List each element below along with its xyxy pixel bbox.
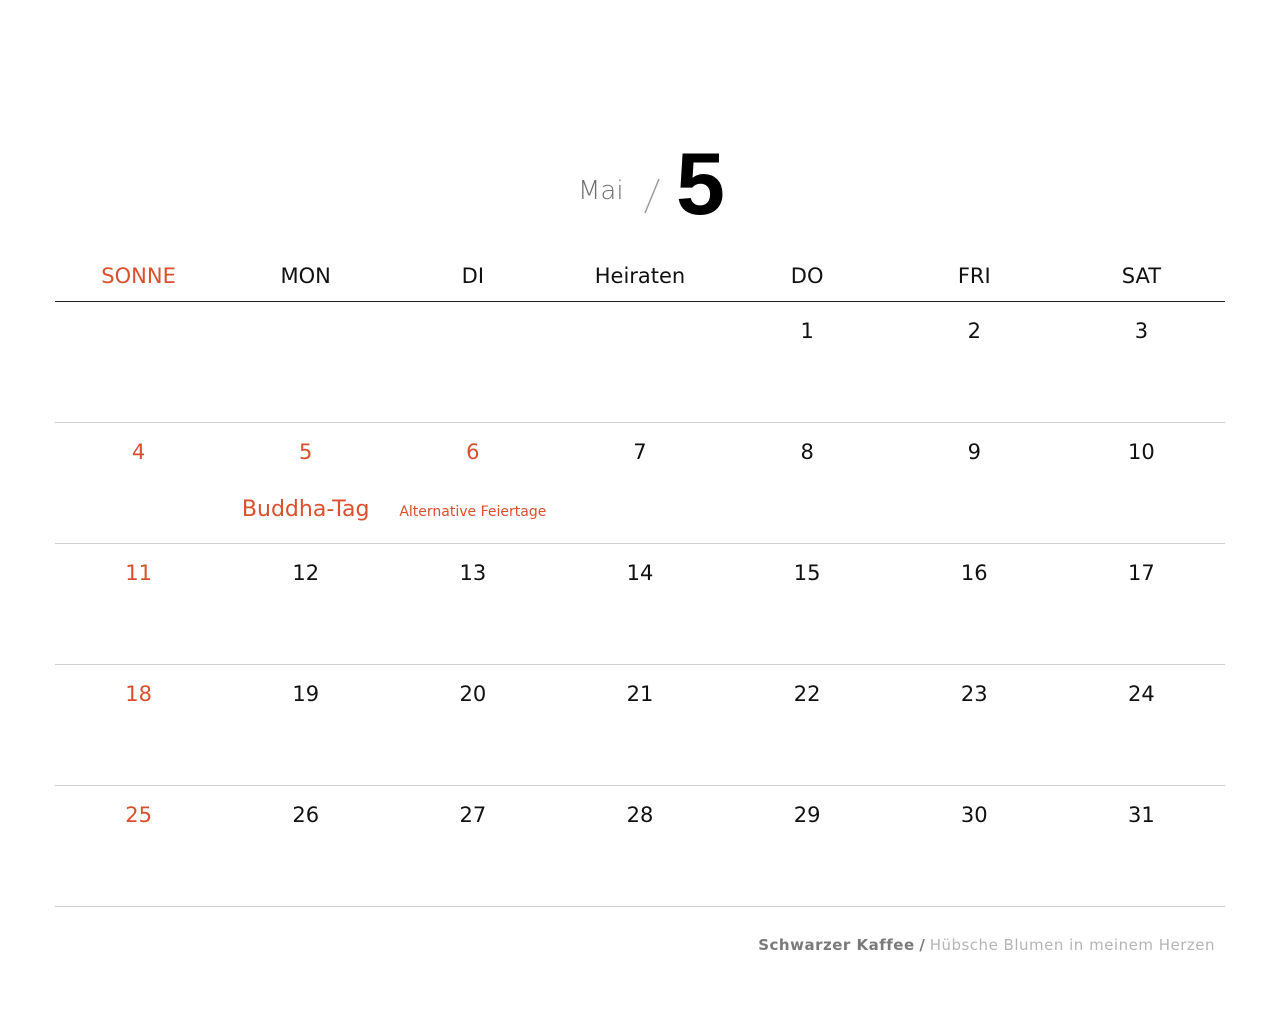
day-cell[interactable]	[891, 665, 1058, 785]
calendar-grid	[55, 302, 1225, 907]
day-cell[interactable]	[556, 423, 723, 543]
day-number: 4	[131, 440, 146, 464]
holiday-label: Alternative Feiertage	[399, 504, 547, 520]
day-number: 18	[125, 682, 152, 706]
day-cell[interactable]	[724, 786, 891, 906]
day-number: 15	[793, 561, 821, 585]
day-number: 26	[292, 803, 320, 827]
footer	[758, 936, 1215, 954]
weekday-wednesday: Heiraten	[594, 264, 686, 288]
day-number: 24	[1128, 682, 1155, 706]
day-number: 30	[960, 803, 988, 827]
day-cell[interactable]	[222, 544, 389, 664]
day-number: 23	[960, 682, 988, 706]
day-cell[interactable]	[556, 786, 723, 906]
day-cell[interactable]	[1058, 544, 1225, 664]
day-number: 12	[292, 561, 320, 585]
day-cell[interactable]	[1058, 423, 1225, 543]
week-row	[55, 302, 1225, 423]
day-number: 27	[459, 803, 487, 827]
day-cell[interactable]	[389, 786, 556, 906]
day-cell[interactable]	[724, 544, 891, 664]
day-cell[interactable]	[55, 423, 222, 543]
day-cell[interactable]	[724, 665, 891, 785]
day-number: 31	[1128, 803, 1155, 827]
day-cell[interactable]	[55, 786, 222, 906]
day-number: 22	[793, 682, 821, 706]
weekday-thursday: DO	[790, 264, 824, 288]
weekday-saturday: SAT	[1121, 264, 1162, 288]
day-cell[interactable]	[55, 665, 222, 785]
day-number: 5	[299, 440, 313, 464]
day-cell	[389, 302, 556, 422]
day-cell[interactable]	[1058, 786, 1225, 906]
day-number: 7	[633, 440, 647, 464]
month-number: 5	[676, 134, 723, 233]
day-cell[interactable]	[556, 544, 723, 664]
week-row	[55, 665, 1225, 786]
week-row	[55, 423, 1225, 544]
day-cell[interactable]	[222, 423, 389, 543]
day-number: 2	[967, 319, 981, 343]
day-number: 1	[800, 319, 814, 343]
day-cell[interactable]	[389, 423, 556, 543]
day-cell[interactable]	[389, 665, 556, 785]
slash-divider	[643, 178, 661, 214]
day-cell	[556, 302, 723, 422]
weekday-header-row	[55, 256, 1225, 302]
day-cell	[55, 302, 222, 422]
day-cell[interactable]	[724, 423, 891, 543]
day-number: 20	[459, 682, 487, 706]
day-cell[interactable]	[556, 665, 723, 785]
day-cell[interactable]	[891, 786, 1058, 906]
day-cell[interactable]	[55, 544, 222, 664]
day-cell[interactable]	[891, 544, 1058, 664]
day-number: 16	[960, 561, 988, 585]
weekday-sunday: SONNE	[101, 264, 176, 288]
calendar-header	[0, 134, 1280, 233]
day-cell[interactable]	[222, 665, 389, 785]
weekday-monday: MON	[280, 264, 331, 288]
footer-separator: /	[919, 936, 925, 954]
day-number: 21	[626, 682, 654, 706]
day-cell[interactable]	[891, 302, 1058, 422]
day-number: 14	[626, 561, 654, 585]
day-number: 29	[793, 803, 821, 827]
day-number: 25	[125, 803, 152, 827]
day-number: 9	[967, 440, 981, 464]
day-cell[interactable]	[1058, 302, 1225, 422]
day-number: 6	[466, 440, 480, 464]
day-cell[interactable]	[222, 786, 389, 906]
month-name: Mai	[578, 176, 624, 206]
day-number: 17	[1128, 561, 1155, 585]
weekday-friday: FRI	[957, 264, 991, 288]
day-cell[interactable]	[891, 423, 1058, 543]
day-number: 8	[800, 440, 814, 464]
day-cell	[222, 302, 389, 422]
footer-brand: Schwarzer Kaffee	[758, 936, 915, 954]
day-cell[interactable]	[1058, 665, 1225, 785]
day-number: 28	[626, 803, 654, 827]
day-cell[interactable]	[389, 544, 556, 664]
day-number: 13	[459, 561, 487, 585]
day-number: 3	[1134, 319, 1149, 343]
week-row	[55, 544, 1225, 665]
day-number: 11	[125, 561, 152, 585]
day-number: 10	[1128, 440, 1155, 464]
holiday-label: Buddha-Tag	[241, 497, 370, 522]
weekday-tuesday: DI	[461, 264, 485, 288]
day-cell[interactable]	[724, 302, 891, 422]
day-number: 19	[292, 682, 320, 706]
week-row	[55, 786, 1225, 907]
footer-tagline: Hübsche Blumen in meinem Herzen	[929, 936, 1215, 954]
